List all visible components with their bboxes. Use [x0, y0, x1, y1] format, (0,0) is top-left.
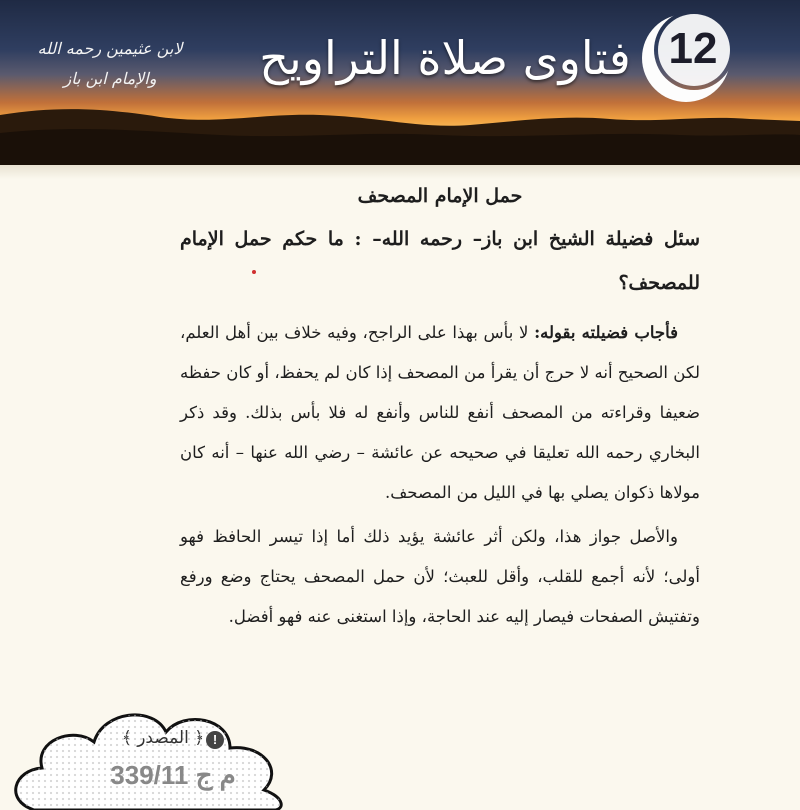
- scholars-line-2: والإمام ابن باز: [63, 69, 157, 88]
- banner-divider: [0, 165, 800, 179]
- source-label: ﴿ المصدر ﴾: [121, 728, 205, 748]
- answer-lead: فأجاب فضيلته بقوله:: [534, 323, 678, 342]
- scholars-line-1: لابن عثيمين رحمه الله: [37, 39, 183, 58]
- document-heading: حمل الإمام المصحف: [357, 185, 523, 207]
- episode-number: 12: [668, 24, 718, 73]
- paragraph-2: والأصل جواز هذا، ولكن أثر عائشة يؤيد ذلك أما إذا تيسر الحافظ فهو أولى؛ لأنه أجمع للقلب، وأقل للعبث؛ لأن حمل المصحف يحتاج وضع ورفع وتفتيش الصفحات فيصار إليه عند الحاجة، وإذا استغنى عنه فهو أفضل.: [180, 527, 700, 626]
- answer-body: لا بأس بهذا على الراجح، وفيه خلاف بين أهل العلم، لكن الصحيح أنه لا حرج أن يقرأ من المصحف إذا كان لم يحفظ، أو كان حفظه ضعيفا وقراءته من المصحف أنفع للناس وأنفع له فلا بأس بذلك. وقد ذكر البخاري رحمه الله تعليقا في صحيحه عن عائشة – رضي الله عنها – أنه كان مولاها ذكوان يصلي بها في الليل من المصحف.: [180, 323, 700, 502]
- question-text: سئل فضيلة الشيخ ابن باز– رحمه الله– : ما حكم حمل الإمام للمصحف؟: [180, 228, 700, 294]
- answer-paragraph: [180, 313, 700, 513]
- info-icon: !: [206, 731, 224, 749]
- red-dot-mark: [252, 270, 256, 274]
- source-reference: م ج 339/11: [110, 760, 236, 790]
- series-title: فتاوى صلاة التراويح: [259, 31, 631, 85]
- fatwa-document: [180, 183, 700, 637]
- scholars-credit: [30, 34, 190, 94]
